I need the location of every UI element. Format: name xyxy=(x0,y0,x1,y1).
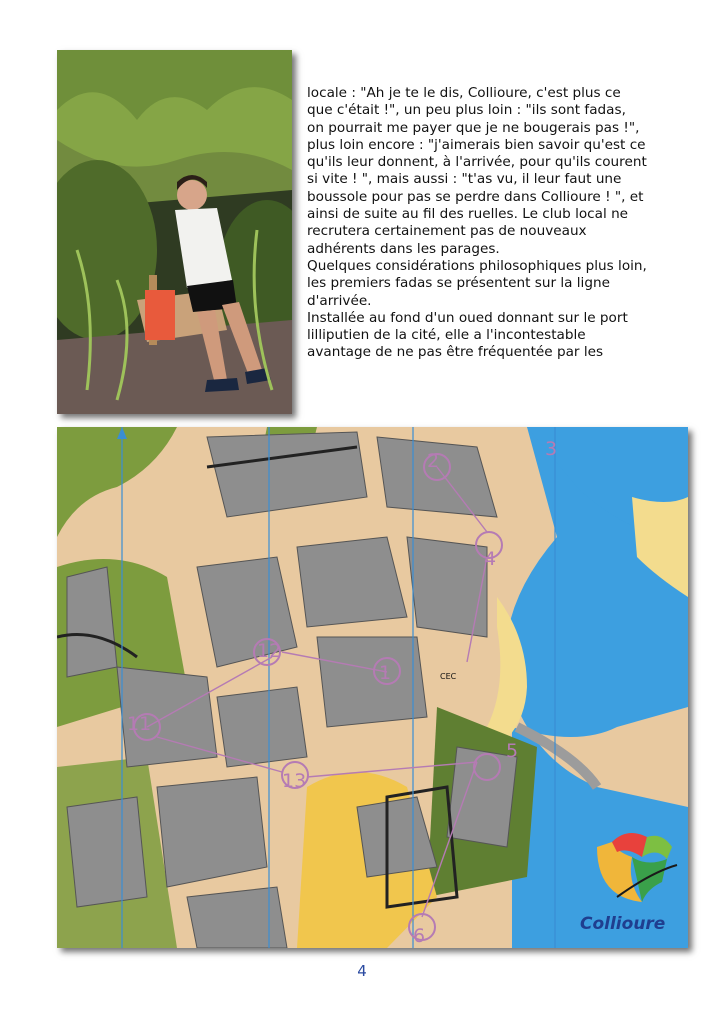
runner-photo xyxy=(57,50,292,414)
orienteering-map xyxy=(57,427,688,948)
control-3: 3 xyxy=(545,438,558,460)
paragraph: Quelques considérations philosophiques plus loin, les premiers fadas se présentent sur la ligne d'arrivée. xyxy=(307,257,647,309)
page-number: 4 xyxy=(357,962,367,980)
paragraph: locale : "Ah je te le dis, Collioure, c'est plus ce que c'était !", un peu plus loin : "ils sont fadas, on pourrait me payer que je ne bougerais pas !", plus loin encore : "j'aimerais bien savoir qu'est ce qu'ils leur donnent, à l'arrivée, pour qu'ils courent si vite ! ", mais aussi : "t'as vu, il leur faut une boussole pour pas se perdre dans Collioure ! ", et ainsi de suite au fil des ruelles. Le club local ne recrutera certainement pas de nouveaux adhérents dans les parages. xyxy=(307,85,647,257)
control-1: 1 xyxy=(379,662,392,684)
control-6: 6 xyxy=(413,925,426,947)
cec-label: CEC xyxy=(440,672,457,681)
paragraph: Installée au fond d'un oued donnant sur le port lilliputien de la cité, elle a l'incontestable avantage de ne pas être fréquentée par les xyxy=(307,309,628,361)
control-4: 4 xyxy=(484,548,497,570)
control-12: 12 xyxy=(257,640,282,662)
article-text xyxy=(307,85,647,362)
control-11: 11 xyxy=(127,713,152,735)
control-2: 2 xyxy=(427,450,440,472)
control-5: 5 xyxy=(506,740,519,762)
logo-text: Collioure xyxy=(580,914,666,934)
control-13: 13 xyxy=(282,770,307,792)
